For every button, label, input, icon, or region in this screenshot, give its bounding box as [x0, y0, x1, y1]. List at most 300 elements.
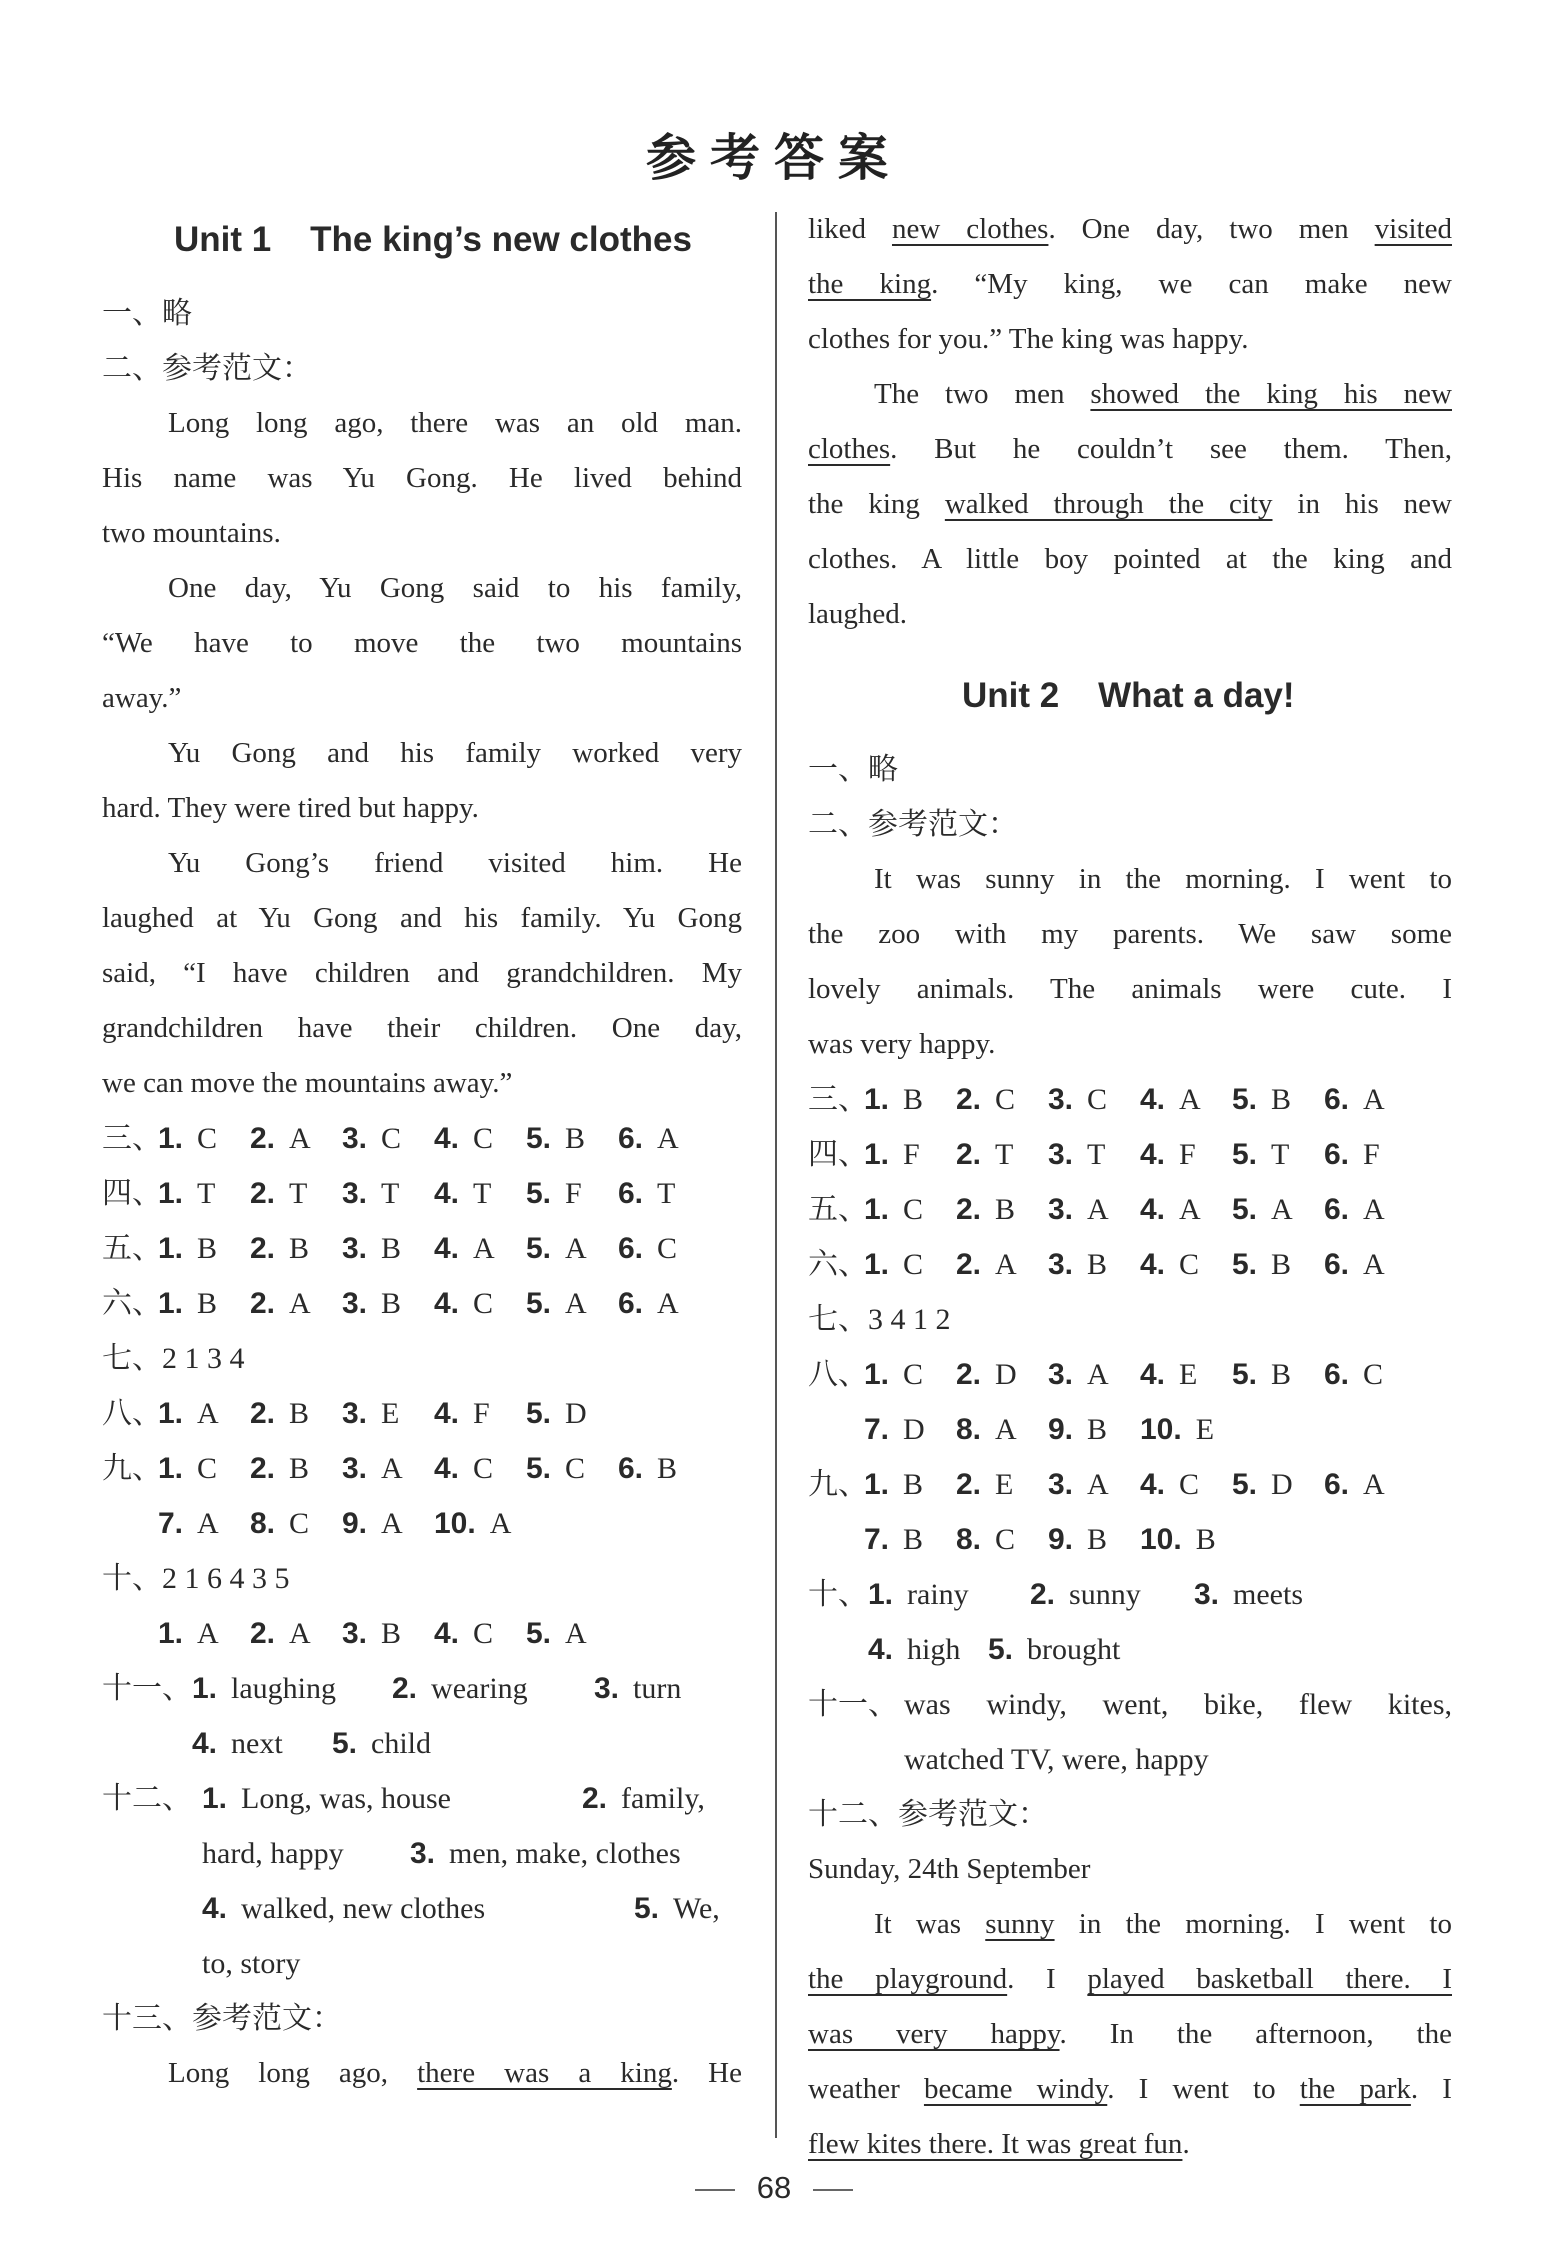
diary-underlined: sunny — [985, 1908, 1055, 1940]
item-number: 9. — [1048, 1413, 1074, 1446]
item-number: 3. — [1048, 1468, 1074, 1501]
answer-item — [864, 1402, 925, 1457]
section-label: 三、 — [808, 1083, 868, 1116]
item-number: 1. — [158, 1397, 184, 1430]
answer-item — [1232, 1237, 1291, 1292]
item-answer: B — [1271, 1358, 1292, 1391]
item-answer: B — [1087, 1248, 1108, 1281]
item-number: 6. — [618, 1452, 644, 1485]
answer-item — [1048, 1347, 1109, 1402]
answer-item — [1324, 1182, 1385, 1237]
answer-item — [192, 1716, 283, 1771]
item-answer: C — [1363, 1358, 1384, 1391]
essay-text: . But he couldn’t see them. Then, — [890, 433, 1452, 465]
essay-line: Yu Gong’s friend visited him. He — [168, 847, 742, 879]
item-number: 2. — [250, 1397, 276, 1430]
item-answer: A — [381, 1507, 403, 1540]
item-number: 4. — [1140, 1083, 1166, 1116]
answer-item — [1048, 1457, 1109, 1512]
item-answer: E — [1195, 1413, 1215, 1446]
item-number: 4. — [1140, 1468, 1166, 1501]
item-number: 5. — [1232, 1248, 1258, 1281]
item-number: 1. — [158, 1122, 184, 1155]
answer-item — [864, 1457, 923, 1512]
answer-item — [250, 1606, 311, 1661]
item-answer: A — [1179, 1193, 1201, 1226]
item-number: 1. — [192, 1672, 218, 1705]
item-answer: B — [1195, 1523, 1216, 1556]
answer-item — [864, 1072, 923, 1127]
section-label: 九、 — [102, 1452, 162, 1485]
item-answer: B — [657, 1452, 678, 1485]
item-answer: A — [1087, 1358, 1109, 1391]
answer-item — [342, 1496, 403, 1551]
answer-item — [158, 1221, 217, 1276]
answer-item — [1030, 1567, 1141, 1622]
diary-text: weather — [808, 2073, 924, 2105]
item-answer: Long, was, house — [241, 1782, 452, 1815]
answer-item — [956, 1512, 1015, 1567]
answer-item — [618, 1441, 677, 1496]
answer-item — [864, 1347, 923, 1402]
essay-underlined: visited — [1374, 213, 1452, 245]
item-answer: meets — [1233, 1578, 1304, 1611]
item-answer: B — [197, 1287, 218, 1320]
essay-line: “We have to move the two mountains — [102, 627, 742, 659]
item-answer: B — [289, 1232, 310, 1265]
item-answer: T — [1271, 1138, 1290, 1171]
item-answer: C — [995, 1083, 1016, 1116]
essay-line: lovely animals. The animals were cute. I — [808, 973, 1452, 1005]
essay-underlined: walked through the city — [944, 488, 1273, 520]
item-number: 4. — [192, 1727, 218, 1760]
essay-underlined: there was a king — [417, 2057, 672, 2089]
answer-row — [808, 1072, 1452, 1127]
item-answer: A — [381, 1452, 403, 1485]
answer-item — [434, 1111, 493, 1166]
item-answer: walked, new clothes — [241, 1892, 486, 1925]
answer-item — [1324, 1347, 1383, 1402]
answer-item — [1324, 1237, 1385, 1292]
section-label: 十二、 — [102, 1782, 192, 1815]
item-answer: F — [1179, 1138, 1196, 1171]
diary-line — [808, 2062, 1452, 2117]
item-number: 4. — [1140, 1138, 1166, 1171]
item-answer: B — [903, 1083, 924, 1116]
item-number: 5. — [634, 1892, 660, 1925]
essay-line: said, “I have children and grandchildren. My — [102, 957, 742, 989]
essay-text: in his new — [1272, 488, 1452, 520]
item-answer: laughing — [231, 1672, 337, 1705]
diary-text: . I went to — [1107, 2073, 1300, 2105]
diary-text: . I — [1410, 2073, 1452, 2105]
section-label: 四、 — [102, 1177, 162, 1210]
section-label: 六、 — [102, 1287, 162, 1320]
essay-underlined: clothes — [808, 433, 891, 465]
answer-item — [1232, 1127, 1289, 1182]
answer-row — [808, 1457, 1452, 1512]
item-answer: A — [565, 1287, 587, 1320]
answer-item — [434, 1496, 511, 1551]
essay-line: It was sunny in the morning. I went to — [874, 863, 1452, 895]
item-number: 5. — [526, 1232, 552, 1265]
item-number: 5. — [1232, 1358, 1258, 1391]
section-label: 五、 — [808, 1193, 868, 1226]
item-answer: B — [197, 1232, 218, 1265]
item-number: 2. — [250, 1122, 276, 1155]
answer-item — [202, 1881, 485, 1936]
item-answer: B — [903, 1523, 924, 1556]
item-answer: A — [1363, 1193, 1385, 1226]
item-number: 6. — [1324, 1358, 1350, 1391]
item-number: 5. — [1232, 1083, 1258, 1116]
item-number: 6. — [1324, 1248, 1350, 1281]
item-answer: B — [1271, 1083, 1292, 1116]
answer-order: 七、3 4 1 2 — [808, 1303, 951, 1336]
item-number: 5. — [526, 1617, 552, 1650]
item-answer: F — [473, 1397, 490, 1430]
answer-item — [1048, 1182, 1109, 1237]
item-answer: A — [473, 1232, 495, 1265]
answer-item — [250, 1166, 307, 1221]
item-number: 9. — [342, 1507, 368, 1540]
item-answer: B — [289, 1452, 310, 1485]
item-number: 3. — [342, 1397, 368, 1430]
item-answer: wearing — [431, 1672, 528, 1705]
item-number: 3. — [342, 1232, 368, 1265]
item-answer: A — [1087, 1193, 1109, 1226]
item-number: 2. — [956, 1138, 982, 1171]
answer-item — [342, 1441, 403, 1496]
item-answer: C — [1087, 1083, 1108, 1116]
item-answer: E — [381, 1397, 400, 1430]
answer-item — [192, 1661, 336, 1716]
section-label: 十、 — [808, 1578, 868, 1611]
item-answer: A — [1271, 1193, 1293, 1226]
item-number: 6. — [1324, 1468, 1350, 1501]
essay-line: the zoo with my parents. We saw some — [808, 918, 1452, 950]
essay-text: . One day, two men — [1048, 213, 1375, 245]
essay-line: grandchildren have their children. One day, — [102, 1012, 742, 1044]
item-answer: C — [903, 1193, 924, 1226]
diary-line — [808, 1952, 1452, 2007]
answer-row — [808, 1127, 1452, 1182]
answer-row-words — [102, 1661, 742, 1716]
essay-text: the king — [808, 488, 945, 520]
answer-item — [202, 1771, 451, 1826]
item-number: 1. — [864, 1468, 890, 1501]
item-answer: watched TV, were, happy — [904, 1743, 1209, 1776]
essay-text: . He — [671, 2057, 742, 2089]
section-label: 九、 — [808, 1468, 868, 1501]
diary-underlined: was very happy — [808, 2018, 1060, 2050]
diary-text: in the morning. I went to — [1054, 1908, 1452, 1940]
answer-item — [1140, 1347, 1197, 1402]
answer-item — [956, 1457, 1013, 1512]
item-answer: B — [1087, 1523, 1108, 1556]
answer-item — [988, 1622, 1120, 1677]
item-number: 3. — [342, 1452, 368, 1485]
answer-item — [1324, 1457, 1385, 1512]
essay-line: away.” — [102, 682, 182, 714]
item-answer: A — [289, 1287, 311, 1320]
unit2-section-2: 二、参考范文： — [808, 808, 1018, 841]
answer-item — [582, 1771, 705, 1826]
item-number: 2. — [956, 1248, 982, 1281]
answer-item — [618, 1276, 679, 1331]
section-label: 八、 — [102, 1397, 162, 1430]
essay-underlined: new clothes — [891, 213, 1049, 245]
item-answer: F — [565, 1177, 582, 1210]
answer-item — [434, 1166, 491, 1221]
unit1-section-13: 十三、参考范文： — [102, 2002, 342, 2035]
diary-underlined: the playground — [808, 1963, 1008, 1995]
column-divider — [775, 212, 777, 2138]
answer-item — [434, 1441, 493, 1496]
item-answer: A — [489, 1507, 512, 1540]
answer-item — [526, 1221, 587, 1276]
item-number: 1. — [864, 1248, 890, 1281]
item-number: 5. — [332, 1727, 358, 1760]
diary-underlined: flew kites there. It was great fun — [808, 2128, 1183, 2160]
item-answer: D — [903, 1413, 925, 1446]
answer-item — [158, 1441, 217, 1496]
answer-item — [1140, 1457, 1199, 1512]
essay-line: we can move the mountains away.” — [102, 1067, 513, 1099]
answer-item — [250, 1441, 309, 1496]
answer-item — [158, 1166, 215, 1221]
answer-row — [808, 1512, 1452, 1567]
diary-underlined: the park — [1299, 2073, 1411, 2105]
item-answer: C — [565, 1452, 586, 1485]
diary-underlined: played basketball there. I — [1087, 1963, 1452, 1995]
section-label: 八、 — [808, 1358, 868, 1391]
item-answer: T — [197, 1177, 216, 1210]
item-answer: family, — [621, 1782, 705, 1815]
diary-text: It was — [874, 1908, 986, 1940]
answer-row-words — [808, 1677, 1452, 1732]
answer-item — [868, 1622, 960, 1677]
essay-underlined: showed the king his new — [1090, 378, 1452, 410]
item-number: 1. — [868, 1578, 894, 1611]
item-answer: turn — [633, 1672, 682, 1705]
answer-item — [1048, 1127, 1105, 1182]
page-footer — [0, 2170, 1548, 2206]
essay-line: laughed at Yu Gong and his family. Yu Gong — [102, 902, 742, 934]
item-number: 6. — [1324, 1138, 1350, 1171]
item-number: 1. — [864, 1138, 890, 1171]
item-number: 6. — [1324, 1083, 1350, 1116]
answer-item — [1140, 1237, 1199, 1292]
item-answer: B — [1271, 1248, 1292, 1281]
item-answer: T — [381, 1177, 400, 1210]
essay-line — [808, 367, 1452, 422]
item-number: 3. — [342, 1177, 368, 1210]
answer-item — [1140, 1072, 1201, 1127]
item-number: 7. — [864, 1413, 890, 1446]
item-answer: C — [289, 1507, 310, 1540]
answer-item — [434, 1276, 493, 1331]
unit1-section-1: 一、略 — [102, 297, 192, 330]
item-number: 4. — [434, 1397, 460, 1430]
section-label: 六、 — [808, 1248, 868, 1281]
item-answer: T — [289, 1177, 308, 1210]
unit2-title: Unit 2 What a day! — [962, 676, 1295, 715]
answer-row — [102, 1606, 742, 1661]
item-number: 3. — [1048, 1138, 1074, 1171]
item-answer: A — [289, 1122, 311, 1155]
answer-item — [434, 1606, 493, 1661]
essay-line: two mountains. — [102, 517, 281, 549]
item-number: 3. — [342, 1287, 368, 1320]
answer-row-words — [102, 1936, 742, 1991]
section-label: 十一、 — [102, 1672, 192, 1705]
answer-row-words — [808, 1732, 1452, 1787]
item-answer: rainy — [907, 1578, 969, 1611]
answer-item — [158, 1276, 217, 1331]
item-number: 5. — [1232, 1138, 1258, 1171]
item-answer: C — [1179, 1248, 1200, 1281]
answer-item — [158, 1386, 219, 1441]
item-answer: B — [1087, 1413, 1108, 1446]
item-number: 10. — [434, 1507, 476, 1540]
item-answer: next — [231, 1727, 283, 1760]
essay-line — [808, 477, 1452, 532]
item-number: 4. — [1140, 1248, 1166, 1281]
item-answer: C — [995, 1523, 1016, 1556]
item-answer: A — [1363, 1248, 1385, 1281]
item-number: 4. — [202, 1892, 228, 1925]
item-answer: A — [565, 1617, 587, 1650]
item-number: 2. — [250, 1452, 276, 1485]
essay-line — [808, 422, 1452, 477]
answer-item — [434, 1386, 490, 1441]
item-number: 7. — [158, 1507, 184, 1540]
right-column — [808, 200, 1452, 2172]
item-answer: C — [381, 1122, 402, 1155]
answer-item — [342, 1221, 401, 1276]
item-answer: B — [995, 1193, 1016, 1226]
diary-line — [808, 2007, 1452, 2062]
item-number: 4. — [1140, 1193, 1166, 1226]
item-number: 3. — [1048, 1083, 1074, 1116]
item-number: 4. — [434, 1452, 460, 1485]
answer-item — [342, 1166, 399, 1221]
answer-item — [1324, 1127, 1380, 1182]
item-answer: to, story — [202, 1947, 301, 1980]
item-number: 8. — [956, 1523, 982, 1556]
item-number: 6. — [618, 1232, 644, 1265]
item-answer: T — [1087, 1138, 1106, 1171]
essay-line: His name was Yu Gong. He lived behind — [102, 462, 742, 494]
item-answer: T — [473, 1177, 492, 1210]
answer-item — [1232, 1347, 1291, 1402]
answer-item — [1048, 1072, 1107, 1127]
item-answer: We, — [673, 1892, 720, 1925]
essay-text: . “My king, we can make new — [931, 268, 1452, 300]
item-number: 5. — [526, 1452, 552, 1485]
diary-underlined: became windy — [923, 2073, 1108, 2105]
item-answer: C — [903, 1358, 924, 1391]
answer-item — [618, 1111, 679, 1166]
answer-row — [102, 1441, 742, 1496]
essay-line: clothes. A little boy pointed at the king and — [808, 543, 1452, 575]
answer-item — [392, 1661, 528, 1716]
item-number: 4. — [434, 1232, 460, 1265]
item-answer: B — [565, 1122, 586, 1155]
unit1-title: Unit 1 The king’s new clothes — [174, 220, 692, 259]
answer-item — [434, 1221, 495, 1276]
answer-item — [1232, 1457, 1293, 1512]
item-number: 2. — [392, 1672, 418, 1705]
item-answer: A — [289, 1617, 311, 1650]
item-number: 5. — [988, 1633, 1014, 1666]
item-answer: A — [197, 1617, 219, 1650]
answer-item — [618, 1166, 675, 1221]
item-number: 4. — [434, 1617, 460, 1650]
answer-item — [618, 1221, 677, 1276]
item-number: 1. — [158, 1177, 184, 1210]
answer-item — [158, 1496, 219, 1551]
item-number: 4. — [434, 1287, 460, 1320]
answer-row — [102, 1386, 742, 1441]
answer-item — [342, 1386, 399, 1441]
answer-item — [1140, 1182, 1201, 1237]
item-number: 3. — [1048, 1248, 1074, 1281]
answer-item — [868, 1567, 969, 1622]
answer-row — [102, 1276, 742, 1331]
item-answer: A — [197, 1507, 219, 1540]
footer-dash — [813, 2189, 853, 2191]
essay-line — [808, 202, 1452, 257]
item-answer: A — [1087, 1468, 1109, 1501]
item-answer: F — [903, 1138, 920, 1171]
item-number: 2. — [250, 1177, 276, 1210]
answer-row — [102, 1221, 742, 1276]
footer-dash — [695, 2189, 735, 2191]
item-number: 3. — [1194, 1578, 1220, 1611]
item-number: 8. — [250, 1507, 276, 1540]
answer-item — [1140, 1127, 1196, 1182]
diary-date: Sunday, 24th September — [808, 1853, 1091, 1885]
item-number: 3. — [1048, 1193, 1074, 1226]
item-number: 10. — [1140, 1413, 1182, 1446]
answer-item — [594, 1661, 681, 1716]
item-number: 1. — [202, 1782, 228, 1815]
answer-item — [1324, 1072, 1385, 1127]
answer-row-words — [808, 1567, 1452, 1622]
answer-item — [1232, 1072, 1291, 1127]
item-answer: B — [381, 1232, 402, 1265]
answer-item — [864, 1127, 920, 1182]
essay-underlined: the king — [808, 268, 932, 300]
item-number: 2. — [1030, 1578, 1056, 1611]
item-number: 5. — [526, 1122, 552, 1155]
item-answer: C — [657, 1232, 678, 1265]
item-answer: F — [1363, 1138, 1380, 1171]
item-answer: high — [907, 1633, 961, 1666]
item-answer: B — [289, 1397, 310, 1430]
item-number: 4. — [1140, 1358, 1166, 1391]
item-number: 3. — [342, 1122, 368, 1155]
answer-item — [864, 1182, 923, 1237]
page-title: 参考答案 — [646, 130, 902, 186]
item-answer: T — [995, 1138, 1014, 1171]
answer-item — [526, 1441, 585, 1496]
answer-row — [808, 1402, 1452, 1457]
answer-item — [342, 1111, 401, 1166]
essay-line: clothes for you.” The king was happy. — [808, 323, 1249, 355]
